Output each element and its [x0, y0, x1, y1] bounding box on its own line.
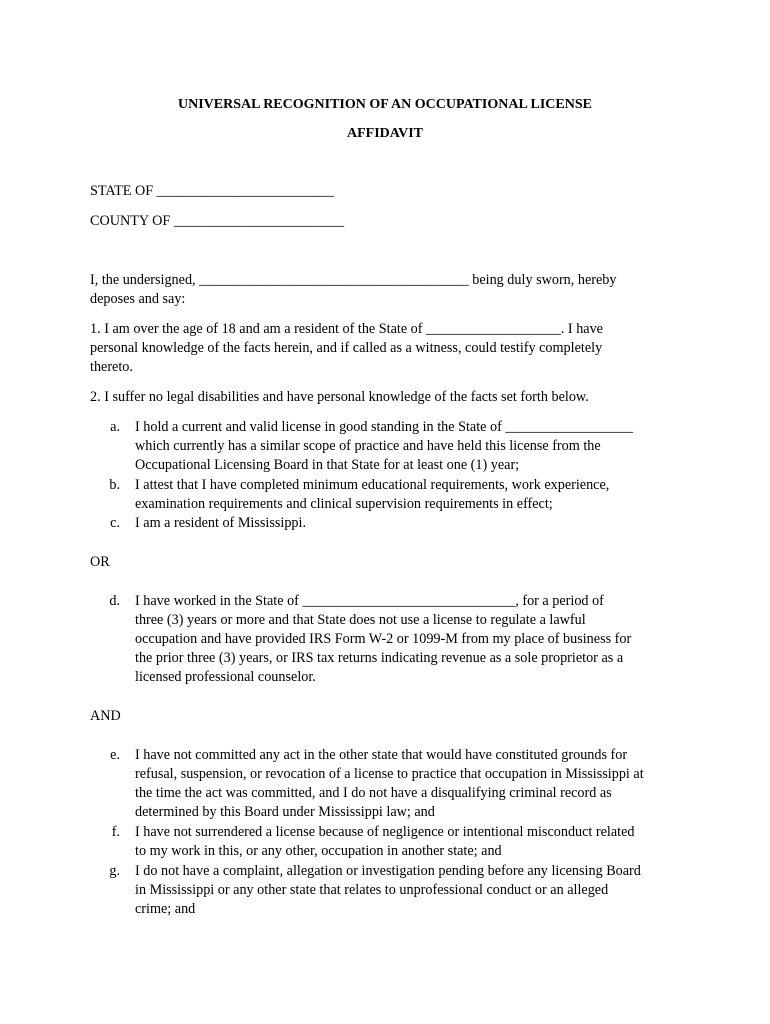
list-item-f-line-2: to my work in this, or any other, occupation in another state; and: [135, 843, 502, 859]
paragraph-1-line-1[interactable]: 1. I am over the age of 18 and am a resident of the State of ___________________. I have: [90, 321, 603, 337]
list-item-a-line-1[interactable]: I hold a current and valid license in good standing in the State of __________________: [135, 419, 634, 435]
list-item-g-line-2: in Mississippi or any other state that relates to unprofessional conduct or an alleged: [135, 882, 609, 898]
list-item-d-line-5: licensed professional counselor.: [135, 669, 316, 685]
document-title: UNIVERSAL RECOGNITION OF AN OCCUPATIONAL LICENSE: [178, 97, 592, 112]
and-separator: AND: [90, 708, 121, 724]
list-item-label: c.: [110, 515, 120, 531]
document-subtitle: AFFIDAVIT: [347, 126, 423, 141]
list-item-c-line-1: I am a resident of Mississippi.: [135, 515, 307, 531]
list-item-e-line-1: I have not committed any act in the other state that would have constituted grounds for: [135, 747, 628, 763]
list-item-e-line-3: the time the act was committed, and I do not have a disqualifying criminal record as: [135, 785, 612, 801]
list-item-f-line-1: I have not surrendered a license because of negligence or intentional misconduct related: [135, 824, 635, 840]
paragraph-1-line-2: personal knowledge of the facts herein, and if called as a witness, could testify completely: [90, 340, 603, 356]
paragraph-1-line-3: thereto.: [90, 359, 133, 375]
list-item-a-line-2: which currently has a similar scope of practice and have held this license from the: [135, 438, 601, 454]
intro-line-2: deposes and say:: [90, 291, 186, 307]
intro-line-1[interactable]: I, the undersigned, ______________________________________ being duly sworn, hereby: [90, 272, 617, 288]
state-of-field[interactable]: STATE OF _________________________: [90, 183, 334, 199]
county-of-field[interactable]: COUNTY OF ________________________: [90, 213, 345, 229]
list-item-label: f.: [111, 824, 120, 840]
list-item-d-line-4: the prior three (3) years, or IRS tax returns indicating revenue as a sole proprietor as a: [135, 650, 624, 666]
list-item-label: g.: [109, 863, 120, 879]
list-item-label: e.: [110, 747, 120, 763]
list-item-d-line-1[interactable]: I have worked in the State of ______________________________, for a period of: [135, 593, 604, 609]
list-item-d-line-3: occupation and have provided IRS Form W-2 or 1099-M from my place of business for: [135, 631, 632, 647]
list-item-label: b.: [109, 477, 120, 493]
or-separator: OR: [90, 554, 110, 570]
list-item-b-line-2: examination requirements and clinical supervision requirements in effect;: [135, 496, 553, 512]
list-item-g-line-3: crime; and: [135, 901, 196, 917]
list-item-e-line-4: determined by this Board under Mississippi law; and: [135, 804, 435, 820]
list-item-a-line-3: Occupational Licensing Board in that State for at least one (1) year;: [135, 457, 520, 473]
list-item-label: a.: [110, 419, 120, 435]
list-item-e-line-2: refusal, suspension, or revocation of a license to practice that occupation in Mississippi at: [135, 766, 644, 782]
list-item-b-line-1: I attest that I have completed minimum educational requirements, work experience,: [135, 477, 610, 493]
list-item-g-line-1: I do not have a complaint, allegation or investigation pending before any licensing Board: [135, 863, 641, 879]
paragraph-2: 2. I suffer no legal disabilities and have personal knowledge of the facts set forth below.: [90, 389, 589, 405]
list-item-d-line-2: three (3) years or more and that State does not use a license to regulate a lawful: [135, 612, 586, 628]
list-item-label: d.: [109, 593, 120, 609]
